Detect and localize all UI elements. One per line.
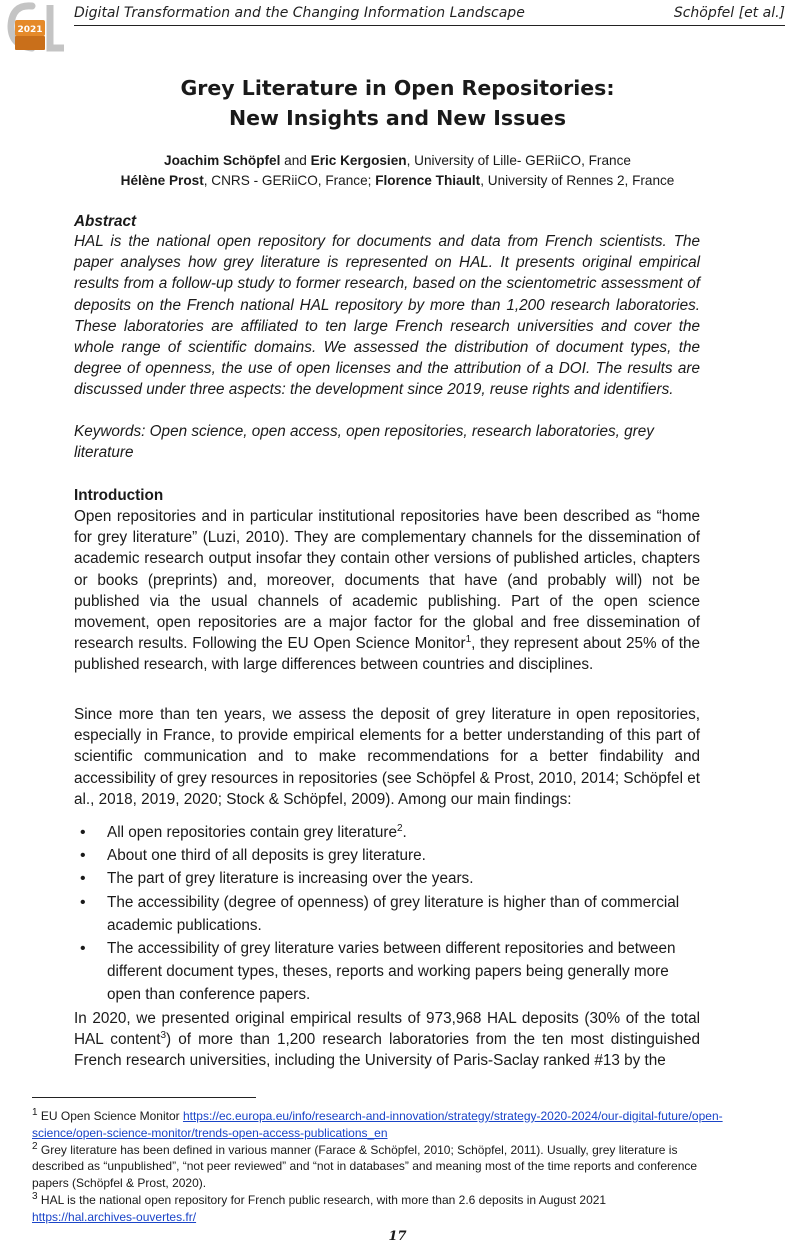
list-item xyxy=(74,891,700,937)
list-item-text: The part of grey literature is increasing over the years. xyxy=(107,870,474,888)
keywords: Keywords: Open science, open access, open repositories, research laboratories, grey literature xyxy=(74,423,654,462)
footnote-link[interactable]: https://hal.archives-ouvertes.fr/ xyxy=(32,1209,197,1224)
title-line-1: Grey Literature in Open Repositories: xyxy=(180,76,615,100)
list-item-text: About one third of all deposits is grey literature. xyxy=(107,847,426,865)
header-rule xyxy=(74,25,785,26)
title-line-2: New Insights and New Issues xyxy=(228,106,567,130)
list-item xyxy=(74,937,700,1007)
findings-list xyxy=(74,821,700,1007)
footnote-number: 2 xyxy=(32,1140,38,1152)
introduction-paragraph-1 xyxy=(74,506,700,676)
author-line-1 xyxy=(0,151,795,171)
page-number: 17 xyxy=(388,1229,407,1244)
paragraph-text: Open repositories and in particular institutional repositories have been described as “home for grey literature” (Luzi, 2010). They are complementary channels for the dissemination of academic research output insofar they contain other versions of published articles, chapters or books (preprints) and, moreover, documents that have (and probably will) not be published via the usual channels of academic publishing. Part of the open science movement, open repositories are a major factor for the global and free dissemination of research results. Following the EU Open Science Monitor xyxy=(74,508,700,653)
author-affiliation: , University of Lille- GERiiCO, France xyxy=(406,153,631,168)
introduction-paragraph-3 xyxy=(74,1008,700,1072)
author-name: Eric Kergosien xyxy=(310,153,407,168)
footnote-ref: 1 xyxy=(465,634,472,646)
footnote-ref: 3 xyxy=(160,1030,167,1042)
footnote-link[interactable]: https://ec.europa.eu/info/research-and-innovation/strategy/strategy-2020-2024/our-digital-future/open-science/open-science-monitor/trends-open-access-publications_en xyxy=(32,1109,723,1140)
running-head xyxy=(74,5,785,25)
list-item xyxy=(74,867,700,890)
footnotes xyxy=(32,1108,727,1226)
abstract-text: HAL is the national open repository for documents and data from French scientists. The paper analyses how grey literature is represented on HAL. It presents original empirical results from a follow-up study to former research, based on the scientometric assessment of deposits on the French national HAL repository by more than 1,200 research laboratories. These laboratories are affiliated to ten large French research universities and cover the whole range of scientific domains. We assessed the distribution of document types, the degree of openness, the use of open licenses and the attribution of a DOI. The results are discussed under three aspects: the development since 2019, reuse rights and identifiers. xyxy=(74,233,700,399)
paragraph-text: , they represent about 25% of the published research, with large differences between countries and disciplines. xyxy=(74,635,700,674)
author-line-2 xyxy=(0,171,795,191)
author-connector: and xyxy=(280,153,311,168)
running-head-title: Digital Transformation and the Changing Information Landscape xyxy=(74,5,525,21)
footnote-number: 1 xyxy=(32,1107,38,1118)
list-item-text: The accessibility of grey literature varies between different repositories and between different document types, theses, reports and working papers being generally more open than conference papers. xyxy=(107,940,676,1004)
author-block xyxy=(0,151,795,191)
author-affiliation: , University of Rennes 2, France xyxy=(480,173,675,188)
footnote-rule xyxy=(32,1097,256,1098)
conference-logo-icon xyxy=(6,2,66,54)
footnote-text: HAL is the national open repository for French public research, with more than 2.6 deposits in August 2021 xyxy=(37,1192,607,1207)
author-name: Florence Thiault xyxy=(375,173,481,188)
footnote-ref: 2 xyxy=(396,822,403,834)
introduction-paragraph-2: Since more than ten years, we assess the deposit of grey literature in open repositories, especially in France, to provide empirical elements for a better understanding of this part of scientific communication and to make recommendations for a better findability and accessibility of grey resources in repositories (see Schöpfel & Prost, 2010, 2014; Schöpfel et al., 2018, 2019, 2020; Stock & Schöpfel, 2009). Among our main findings: xyxy=(74,706,700,808)
author-name: Hélène Prost xyxy=(120,173,204,188)
footnote-text: Grey literature has been defined in various manner (Farace & Schöpfel, 2010; Schöpfel, 2011). Usually, grey literature is described as “unpublished”, “not peer reviewed” and “not in databases” and meaning most of the time reports and conference papers (Schöpfel & Prost, 2020). xyxy=(32,1142,698,1191)
paragraph-text: ) of more than 1,200 research laboratories from the ten most distinguished French research universities, including the University of Paris-Saclay ranked #13 by the xyxy=(74,1031,700,1070)
list-item-text: The accessibility (degree of openness) of grey literature is higher than of commercial academic publications. xyxy=(107,893,680,934)
footnote-text: EU Open Science Monitor xyxy=(37,1109,183,1123)
footnote-3 xyxy=(32,1192,727,1226)
logo-year: 2021 xyxy=(17,25,43,35)
footnote-1 xyxy=(32,1108,727,1142)
paragraph-text: In 2020, we presented original empirical results of 973,968 HAL deposits (30% of the total HAL content xyxy=(74,1010,700,1049)
author-name: Joachim Schöpfel xyxy=(164,153,281,168)
footnote-number: 3 xyxy=(32,1190,38,1202)
paper-title xyxy=(0,73,795,133)
running-head-authors: Schöpfel [et al.] xyxy=(673,5,785,21)
footnote-2 xyxy=(32,1142,727,1192)
list-item-text: All open repositories contain grey literature xyxy=(107,824,397,841)
list-item xyxy=(74,821,700,844)
list-item xyxy=(74,844,700,867)
abstract-heading: Abstract xyxy=(74,213,137,230)
author-affiliation: , CNRS - GERiiCO, France; xyxy=(203,173,376,188)
list-item-text: . xyxy=(402,824,407,841)
introduction-heading: Introduction xyxy=(74,487,164,504)
